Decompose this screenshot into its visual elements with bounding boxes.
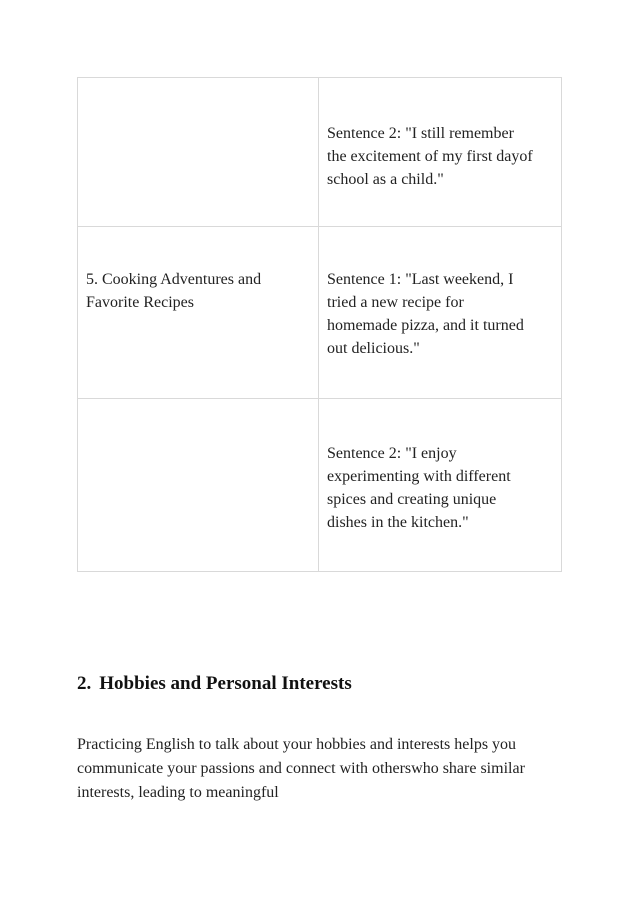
- table-cell-topic: [78, 399, 319, 572]
- text-line: Sentence 1: "Last weekend, I: [327, 271, 514, 288]
- topic-text: [86, 268, 310, 314]
- table-cell-sentence: [319, 78, 562, 227]
- text-line: homemade pizza, and it turned: [327, 317, 524, 334]
- sentence-text: [327, 122, 553, 191]
- body-paragraph: [77, 733, 561, 805]
- table-row: [78, 227, 562, 399]
- text-line: the excitement of my first dayof: [327, 148, 533, 165]
- text-line: tried a new recipe for: [327, 294, 464, 311]
- table-row: [78, 399, 562, 572]
- section-title: Hobbies and Personal Interests: [99, 673, 352, 694]
- text-line: interests, leading to meaningful: [77, 784, 279, 801]
- text-line: Sentence 2: "I still remember: [327, 125, 514, 142]
- sentence-text: [327, 268, 553, 360]
- table-cell-sentence: [319, 227, 562, 399]
- text-line: experimenting with different: [327, 468, 511, 485]
- section-number: 2.: [77, 673, 92, 694]
- text-line: dishes in the kitchen.": [327, 514, 469, 531]
- text-line: 5. Cooking Adventures and: [86, 271, 262, 288]
- content-table: [77, 77, 562, 572]
- table-cell-sentence: [319, 399, 562, 572]
- text-line: Favorite Recipes: [86, 294, 194, 311]
- table-cell-topic: [78, 227, 319, 399]
- sentence-text: [327, 442, 553, 534]
- text-line: school as a child.": [327, 171, 444, 188]
- section-heading: [77, 670, 352, 698]
- text-line: Sentence 2: "I enjoy: [327, 445, 457, 462]
- text-line: Practicing English to talk about your hobbies and interests helps you: [77, 736, 517, 753]
- table-cell-topic: [78, 78, 319, 227]
- table-row: [78, 78, 562, 227]
- text-line: spices and creating unique: [327, 491, 497, 508]
- text-line: communicate your passions and connect with otherswho share similar: [77, 760, 525, 777]
- text-line: out delicious.": [327, 340, 420, 357]
